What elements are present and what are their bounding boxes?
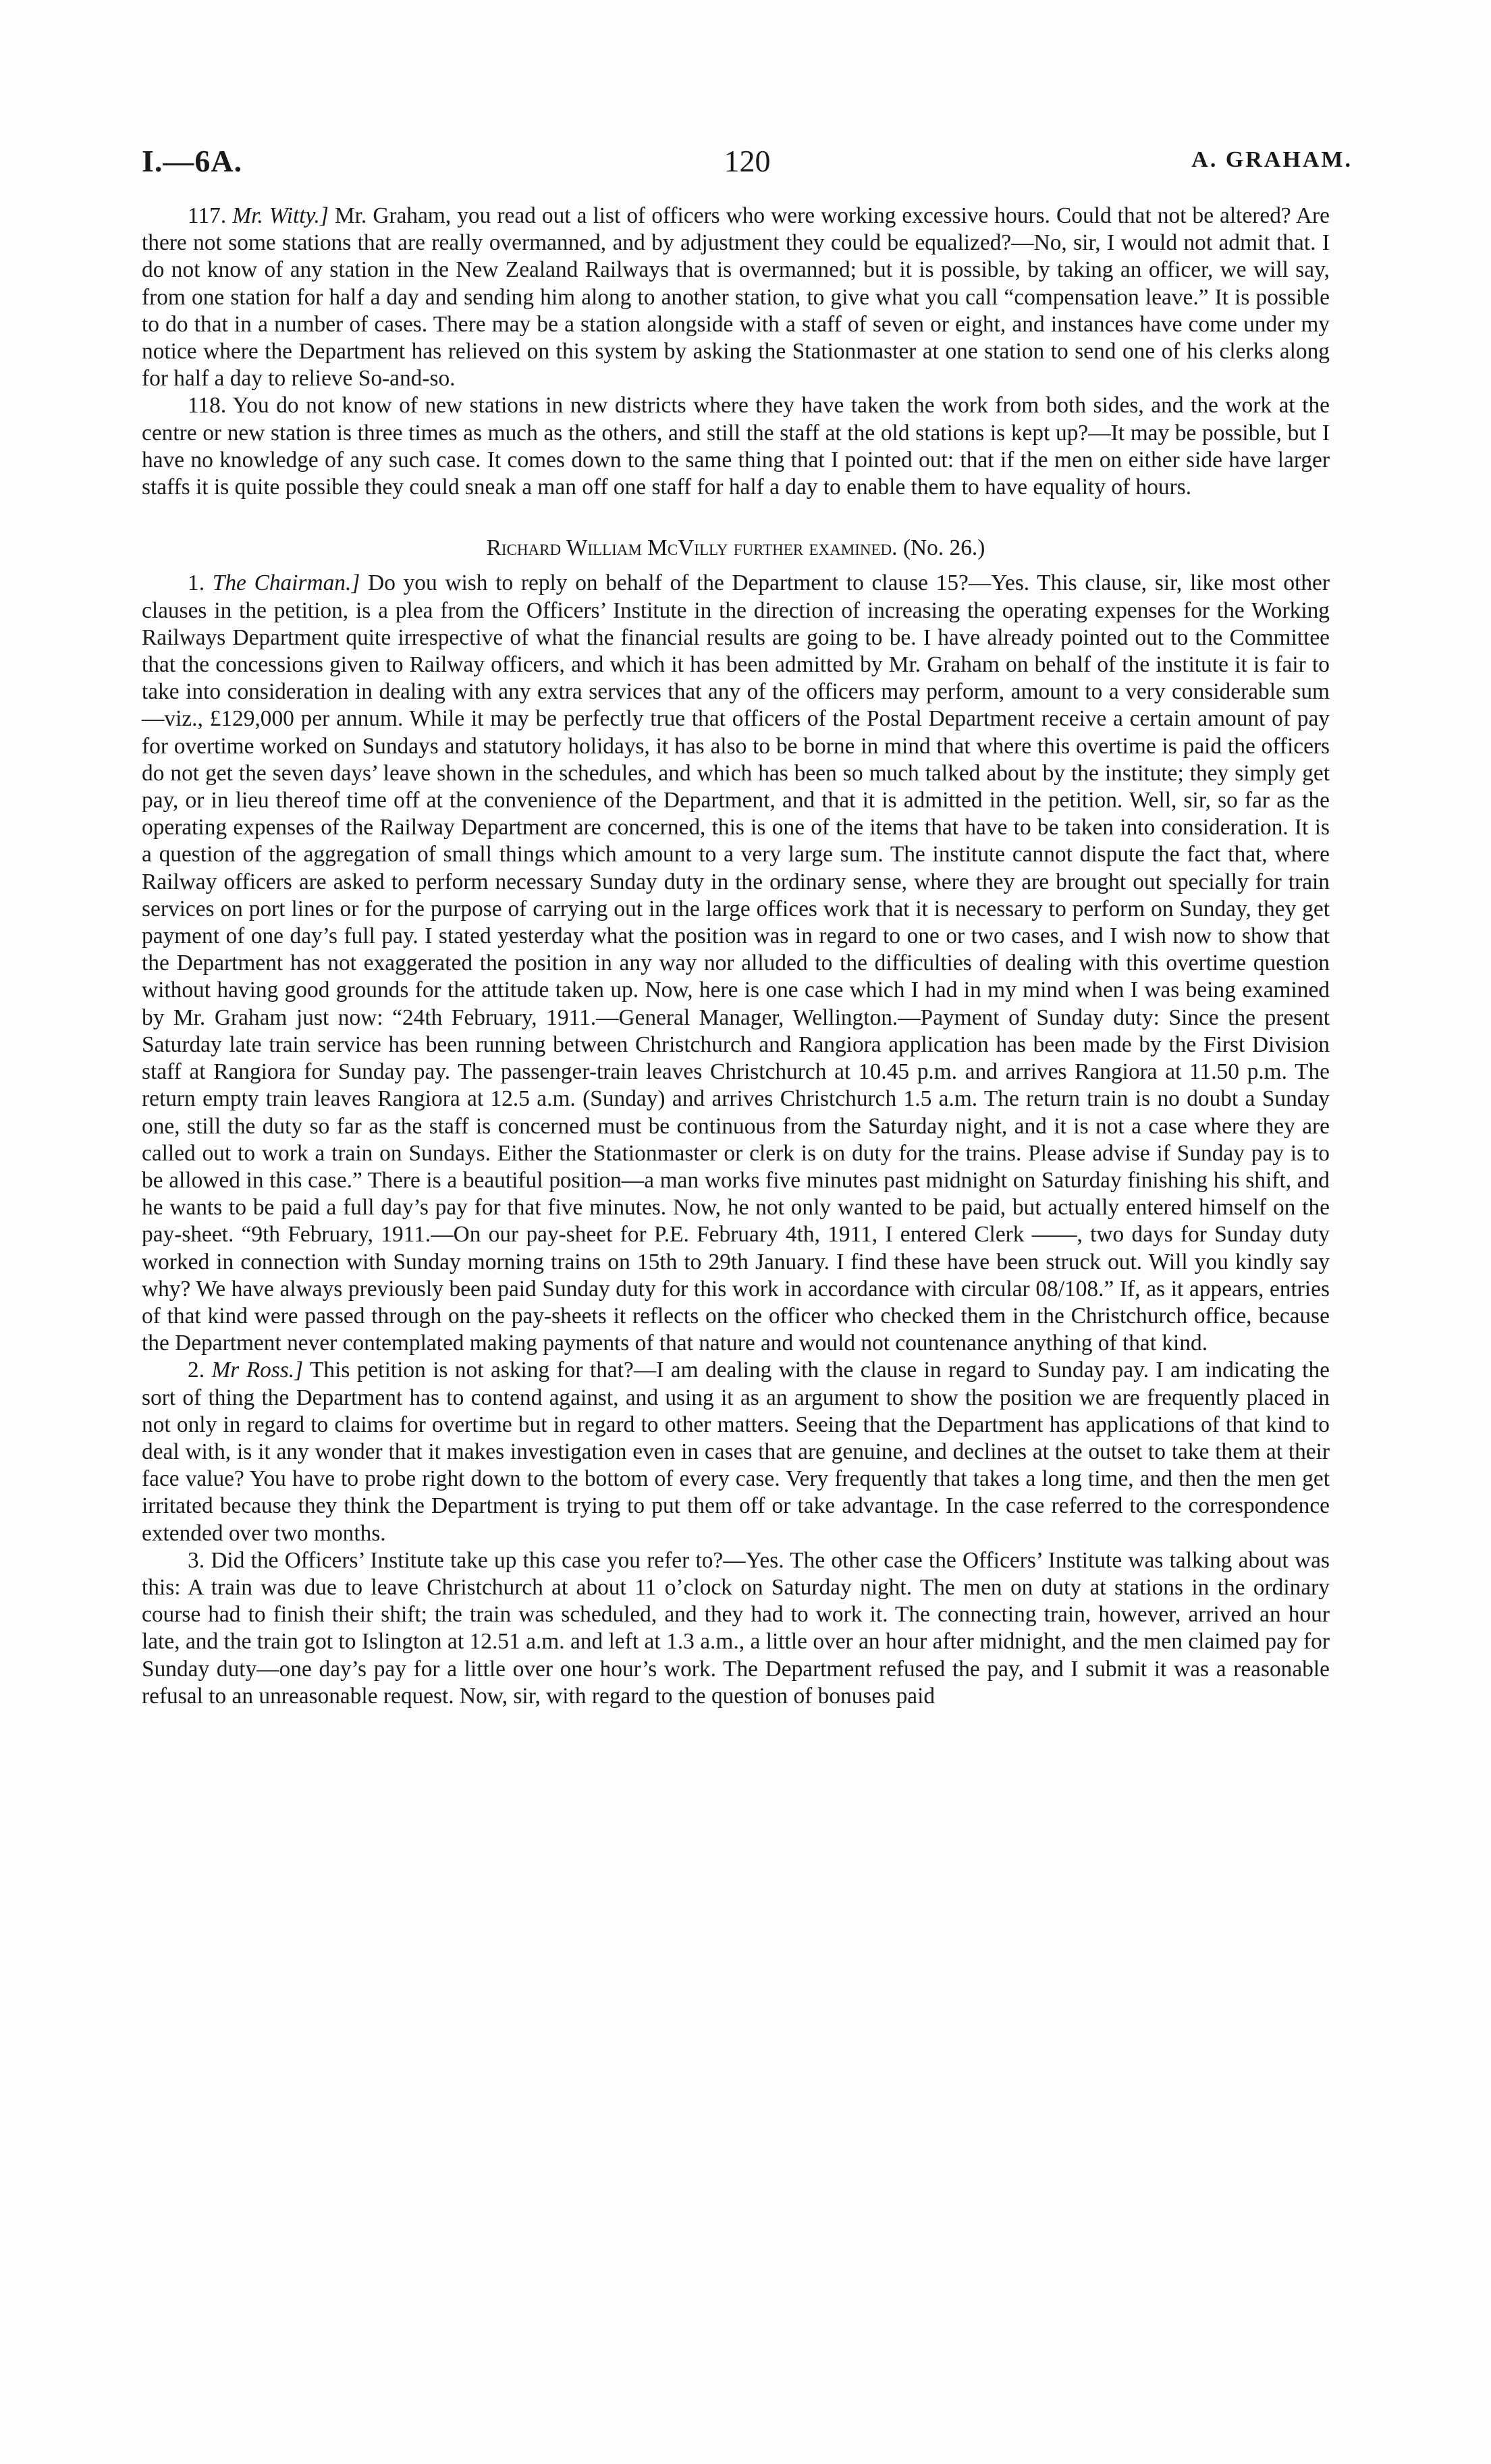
page-number: 120: [724, 144, 771, 178]
paragraph-117: [142, 203, 1330, 392]
question-number: 3.: [188, 1547, 205, 1573]
paragraph-118: [142, 392, 1330, 501]
question-number: 2.: [188, 1358, 205, 1383]
paragraph-1: [142, 570, 1330, 1357]
question-number: 118.: [188, 393, 227, 419]
question-number: 117.: [188, 203, 227, 228]
paragraph-3: [142, 1547, 1330, 1710]
question-number: 1.: [188, 570, 205, 596]
body-text: [142, 203, 1330, 1710]
paragraph-text: Do you wish to reply on behalf of the Department to clause 15?—Yes. This clause, sir, like most other clauses in the petition, is a plea from the Officers’ Institute in the direction of increasing the operating expenses for the Working Railways Department quite irrespective of what the financial results are going to be. I have already pointed out to the Committee that the concessions given to Railway officers, and which it has been admitted by Mr. Graham on behalf of the institute it is fair to take into consideration in dealing with any extra services that any of the officers may perform, amount to a very considerable sum—viz., £129,000 per annum. While it may be perfectly true that officers of the Postal Department receive a certain amount of pay for overtime worked on Sundays and statutory holidays, it has also to be borne in mind that where this overtime is paid the officers do not get the seven days’ leave shown in the schedules, and which has been so much talked about by the institute; they simply get pay, or in lieu thereof time off at the convenience of the Department, and that it is admitted in the petition. Well, sir, so far as the operating expenses of the Railway Department are concerned, this is one of the items that have to be taken into consideration. It is a question of the aggregation of small things which amount to a very large sum. The institute cannot dispute the fact that, where Railway officers are asked to perform necessary Sunday duty in the ordinary sense, where they are brought out specially for train services on port lines or for the purpose of carrying out in the large offices work that it is necessary to perform on Sunday, they get payment of one day’s full pay. I stated yesterday what the position was in regard to one or two cases, and I wish now to show that the Department has not exaggerated the position in any way nor alluded to the difficulties of dealing with this overtime question without having good grounds for the attitude taken up. Now, here is one case which I had in my mind when I was being examined by Mr. Graham just now: “24th February, 1911.—General Manager, Wellington.—Payment of Sunday duty: Since the present Saturday late train service has been running between Christchurch and Rangiora application has been made by the First Division staff at Rangiora for Sunday pay. The passenger-train leaves Christchurch at 10.45 p.m. and arrives Rangiora at 11.50 p.m. The return empty train leaves Rangiora at 12.5 a.m. (Sunday) and arrives Christchurch 1.5 a.m. The return train is no doubt a Sunday one, still the duty so far as the staff is concerned must be continuous from the Saturday night, and it is not a case where they are called out to work a train on Sundays. Either the Stationmaster or clerk is on duty for the trains. Please advise if Sunday pay is to be allowed in this case.” There is a beautiful position—a man works five minutes past midnight on Saturday finishing his shift, and he wants to be paid a full day’s pay for that five minutes. Now, he not only wanted to be paid, but actually entered himself on the pay-sheet. “9th February, 1911.—On our pay-sheet for P.E. February 4th, 1911, I entered Clerk ——, two days for Sunday duty worked in connection with Sunday morning trains on 15th to 29th January. I find these have been struck out. Will you kindly say why? We have always previously been paid Sunday duty for this work in accordance with circular 08/108.” If, as it appears, entries of that kind were passed through on the pay-sheets it reflects on the officer who checked them in the Christchurch office, because the Department never contemplated making payments of that nature and would not countenance anything of that kind.: [142, 570, 1330, 1356]
paragraph-2: [142, 1357, 1330, 1547]
paragraph-text: Did the Officers’ Institute take up this case you refer to?—Yes. The other case the Officers’ Institute was talking about was this: A train was due to leave Christchurch at about 11 o’clock on Saturday night. The men on duty at stations in the ordinary course had to finish their shift; the train was scheduled, and they had to work it. The connecting train, however, arrived an hour late, and the train got to Islington at 12.51 a.m. and left at 1.3 a.m., a little over an hour after midnight, and the men claimed pay for Sunday duty—one day’s pay for a little over one hour’s work. The Department refused the pay, and I submit it was a reasonable refusal to an unreasonable request. Now, sir, with regard to the question of bonuses paid: [142, 1547, 1330, 1709]
paragraph-text: Mr. Graham, you read out a list of officers who were working excessive hours. Could that not be altered? Are there not some stations that are really overmanned, and by adjustment they could be equalized?—No, sir, I would not admit that. I do not know of any station in the New Zealand Railways that is overmanned; but it is possible, by taking an officer, we will say, from one station for half a day and sending him along to another station, to give what you call “compensation leave.” It is possible to do that in a number of cases. There may be a station alongside with a staff of seven or eight, and instances have come under my notice where the Department has relieved on this system by asking the Stationmaster at one station to send one of his clerks along for half a day to relieve So-and-so.: [142, 203, 1330, 392]
speaker: Mr Ross.]: [211, 1358, 304, 1383]
paragraph-text: You do not know of new stations in new districts where they have taken the work from both sides, and the work at the centre or new station is three times as much as the others, and still the staff at the old stations is kept up?—It may be possible, but I have no knowledge of any such case. It comes down to the same thing that I pointed out: that if the men on either side have larger staffs it is quite possible they could sneak a man off one staff for half a day to enable them to have equality of hours.: [142, 393, 1330, 500]
section-heading: [142, 535, 1330, 562]
document-reference: I.—6A.: [142, 144, 243, 178]
paragraph-text: This petition is not asking for that?—I am dealing with the clause in regard to Sunday pay. I am indicating the sort of thing the Department has to contend against, and using it as an argument to show the position we are frequently placed in not only in regard to claims for overtime but in regard to other matters. Seeing that the Department has applications of that kind to deal with, is it any wonder that it makes investigation even in cases that are genuine, and declines at the outset to take them at their face value? You have to probe right down to the bottom of every case. Very frequently that takes a long time, and then the men get irritated because they think the Department is trying to put them off or take advantage. In the case referred to the correspondence extended over two months.: [142, 1358, 1330, 1546]
examination-number: (No. 26.): [902, 535, 985, 561]
witness-full-name: Richard William McVilly: [486, 535, 728, 561]
speaker: Mr. Witty.]: [232, 203, 329, 228]
speaker: The Chairman.]: [212, 570, 360, 596]
witness-name: A. GRAHAM.: [1191, 147, 1353, 172]
heading-suffix: further examined.: [733, 535, 898, 561]
page-header: [142, 143, 1353, 184]
